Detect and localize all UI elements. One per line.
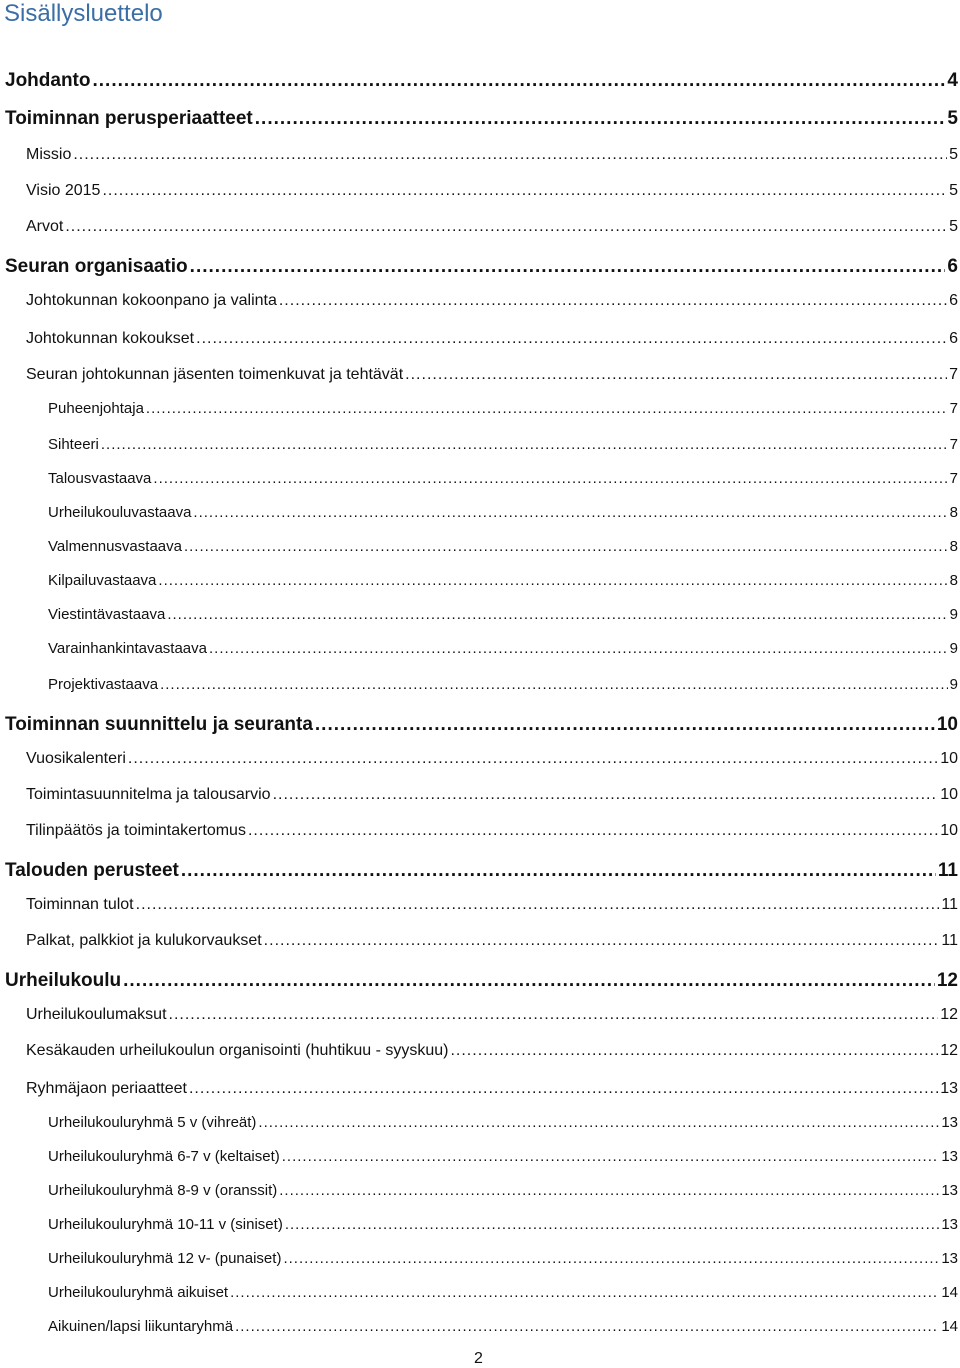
toc-entry-page: 10 [936,714,958,735]
toc-entry-page: 13 [940,1080,958,1097]
toc-dot-leader [190,256,946,278]
toc-dot-leader [264,932,940,950]
toc-dot-leader [230,1284,939,1301]
toc-entry[interactable] [48,1182,958,1199]
toc-dot-leader [101,436,948,453]
toc-entry[interactable] [48,1114,958,1131]
toc-entry-label: Urheilukouluvastaava [48,504,192,521]
toc-entry[interactable] [48,572,958,589]
toc-dot-leader [158,572,947,589]
toc-dot-leader [279,292,947,310]
toc-entry-label: Projektivastaava [48,676,159,693]
toc-dot-leader [450,1042,938,1060]
toc-entry-page: 12 [936,970,958,991]
toc-dot-leader [181,860,936,882]
toc-entry[interactable] [26,750,958,768]
toc-entry[interactable] [26,896,958,914]
toc-entry-label: Palkat, palkkiot ja kulukorvaukset [26,932,262,949]
toc-entry-label: Toiminnan tulot [26,896,134,913]
toc-entry-label: Urheilukouluryhmä 8-9 v (oranssit) [48,1182,278,1199]
toc-entry[interactable] [26,1080,958,1098]
toc-entry-label: Johdanto [5,70,91,91]
toc-entry-page: 14 [941,1318,958,1335]
toc-entry[interactable] [48,538,958,555]
toc-entry-label: Sihteeri [48,436,99,453]
toc-entry-page: 9 [949,676,958,693]
toc-entry-page: 4 [947,70,958,91]
toc-entry-page: 11 [937,860,958,881]
toc-entry-label: Valmennusvastaava [48,538,182,555]
toc-entry-page: 7 [949,366,958,383]
toc-entry-label: Talouden perusteet [5,860,179,881]
toc-entry[interactable] [5,256,958,278]
toc-entry[interactable] [48,1318,958,1335]
toc-entry[interactable] [5,860,958,882]
toc-entry[interactable] [26,822,958,840]
toc-dot-leader [128,750,938,768]
toc-entry-label: Visio 2015 [26,182,101,199]
toc-entry-label: Johtokunnan kokoonpano ja valinta [26,292,277,309]
toc-entry[interactable] [48,504,958,521]
toc-dot-leader [285,1216,939,1233]
toc-entry-page: 12 [940,1006,958,1023]
toc-entry-page: 13 [941,1182,958,1199]
toc-entry-page: 13 [941,1250,958,1267]
toc-entry-label: Toiminnan suunnittelu ja seuranta [5,714,313,735]
toc-entry-label: Toiminnan perusperiaatteet [5,108,253,129]
toc-entry[interactable] [26,292,958,310]
toc-entry[interactable] [26,330,958,348]
toc-entry-page: 7 [949,470,958,487]
toc-dot-leader [167,606,947,623]
toc-entry-page: 12 [940,1042,958,1059]
toc-entry[interactable] [26,932,958,950]
toc-entry-page: 10 [940,786,958,803]
toc-dot-leader [258,1114,939,1131]
toc-entry-page: 13 [941,1148,958,1165]
toc-dot-leader [255,108,946,130]
toc-entry-page: 7 [949,436,958,453]
toc-dot-leader [160,676,948,693]
toc-entry-page: 10 [940,822,958,839]
toc-entry[interactable] [48,1148,958,1165]
toc-entry-page: 5 [949,146,958,163]
toc-dot-leader [235,1318,939,1335]
toc-dot-leader [102,182,947,200]
toc-entry-label: Varainhankintavastaava [48,640,207,657]
toc-entry-label: Arvot [26,218,64,235]
page-number: 2 [474,1350,483,1367]
toc-entry[interactable] [26,1006,958,1024]
toc-entry-page: 8 [949,538,958,555]
toc-entry[interactable] [48,640,958,657]
toc-dot-leader [73,146,947,164]
toc-dot-leader [65,218,947,236]
toc-entry-label: Urheilukoulumaksut [26,1006,167,1023]
toc-dot-leader [136,896,940,914]
toc-entry[interactable] [5,714,958,736]
toc-entry[interactable] [26,218,958,236]
toc-entry-label: Urheilukouluryhmä aikuiset [48,1284,229,1301]
toc-entry-page: 10 [940,750,958,767]
toc-dot-leader [279,1182,939,1199]
toc-entry[interactable] [26,786,958,804]
toc-dot-leader [209,640,948,657]
toc-entry-page: 5 [947,108,958,129]
toc-dot-leader [196,330,947,348]
toc-entry[interactable] [48,606,958,623]
toc-entry-page: 13 [941,1216,958,1233]
toc-entry-page: 11 [941,932,958,949]
toc-entry[interactable] [48,676,958,693]
toc-entry-label: Aikuinen/lapsi liikuntaryhmä [48,1318,234,1335]
toc-entry-label: Urheilukouluryhmä 12 v- (punaiset) [48,1250,282,1267]
toc-entry-label: Viestintävastaava [48,606,166,623]
toc-entry[interactable] [26,1042,958,1060]
page-title: Sisällysluettelo [4,0,163,27]
toc-entry[interactable] [5,970,958,992]
toc-entry-label: Talousvastaava [48,470,152,487]
toc-entry-label: Tilinpäätös ja toimintakertomus [26,822,246,839]
toc-dot-leader [193,504,947,521]
toc-entry-label: Ryhmäjaon periaatteet [26,1080,187,1097]
toc-entry-page: 6 [949,292,958,309]
toc-entry-page: 8 [949,572,958,589]
toc-dot-leader [169,1006,939,1024]
toc-dot-leader [93,70,946,92]
toc-entry[interactable] [26,366,958,384]
toc-dot-leader [405,366,947,384]
toc-dot-leader [315,714,935,736]
toc-entry-label: Seuran johtokunnan jäsenten toimenkuvat ja tehtävät [26,366,404,383]
toc-entry[interactable] [48,1216,958,1233]
toc-entry-page: 9 [949,640,958,657]
toc-entry-label: Seuran organisaatio [5,256,188,277]
toc-dot-leader [248,822,938,840]
toc-entry-page: 14 [941,1284,958,1301]
toc-entry-label: Urheilukouluryhmä 5 v (vihreät) [48,1114,257,1131]
toc-entry-label: Vuosikalenteri [26,750,126,767]
toc-entry-label: Kilpailuvastaava [48,572,157,589]
toc-dot-leader [184,538,948,555]
toc-entry-label: Urheilukoulu [5,970,122,991]
toc-entry-label: Urheilukouluryhmä 6-7 v (keltaiset) [48,1148,280,1165]
toc-entry-label: Toimintasuunnitelma ja talousarvio [26,786,271,803]
toc-entry-page: 8 [949,504,958,521]
toc-entry-label: Puheenjohtaja [48,400,144,417]
toc-entry[interactable] [5,70,958,92]
toc-entry[interactable] [48,1284,958,1301]
toc-entry[interactable] [26,146,958,164]
toc-entry[interactable] [5,108,958,130]
toc-entry-label: Johtokunnan kokoukset [26,330,195,347]
toc-dot-leader [123,970,935,992]
toc-entry-page: 5 [949,182,958,199]
toc-dot-leader [153,470,947,487]
toc-entry[interactable] [48,1250,958,1267]
toc-entry[interactable] [48,400,958,417]
toc-entry-page: 6 [947,256,958,277]
toc-entry-page: 6 [949,330,958,347]
toc-entry[interactable] [26,182,958,200]
toc-entry[interactable] [48,436,958,453]
toc-dot-leader [283,1250,939,1267]
toc-entry-label: Kesäkauden urheilukoulun organisointi (huhtikuu - syyskuu) [26,1042,449,1059]
toc-dot-leader [273,786,939,804]
toc-entry-page: 7 [949,400,958,417]
toc-entry-page: 11 [941,896,958,913]
toc-entry-page: 9 [949,606,958,623]
toc-dot-leader [282,1148,940,1165]
toc-entry-page: 5 [949,218,958,235]
toc-dot-leader [146,400,948,417]
toc-entry-label: Missio [26,146,72,163]
toc-entry-page: 13 [941,1114,958,1131]
toc-entry-label: Urheilukouluryhmä 10-11 v (siniset) [48,1216,283,1233]
toc-entry[interactable] [48,470,958,487]
toc-dot-leader [189,1080,938,1098]
